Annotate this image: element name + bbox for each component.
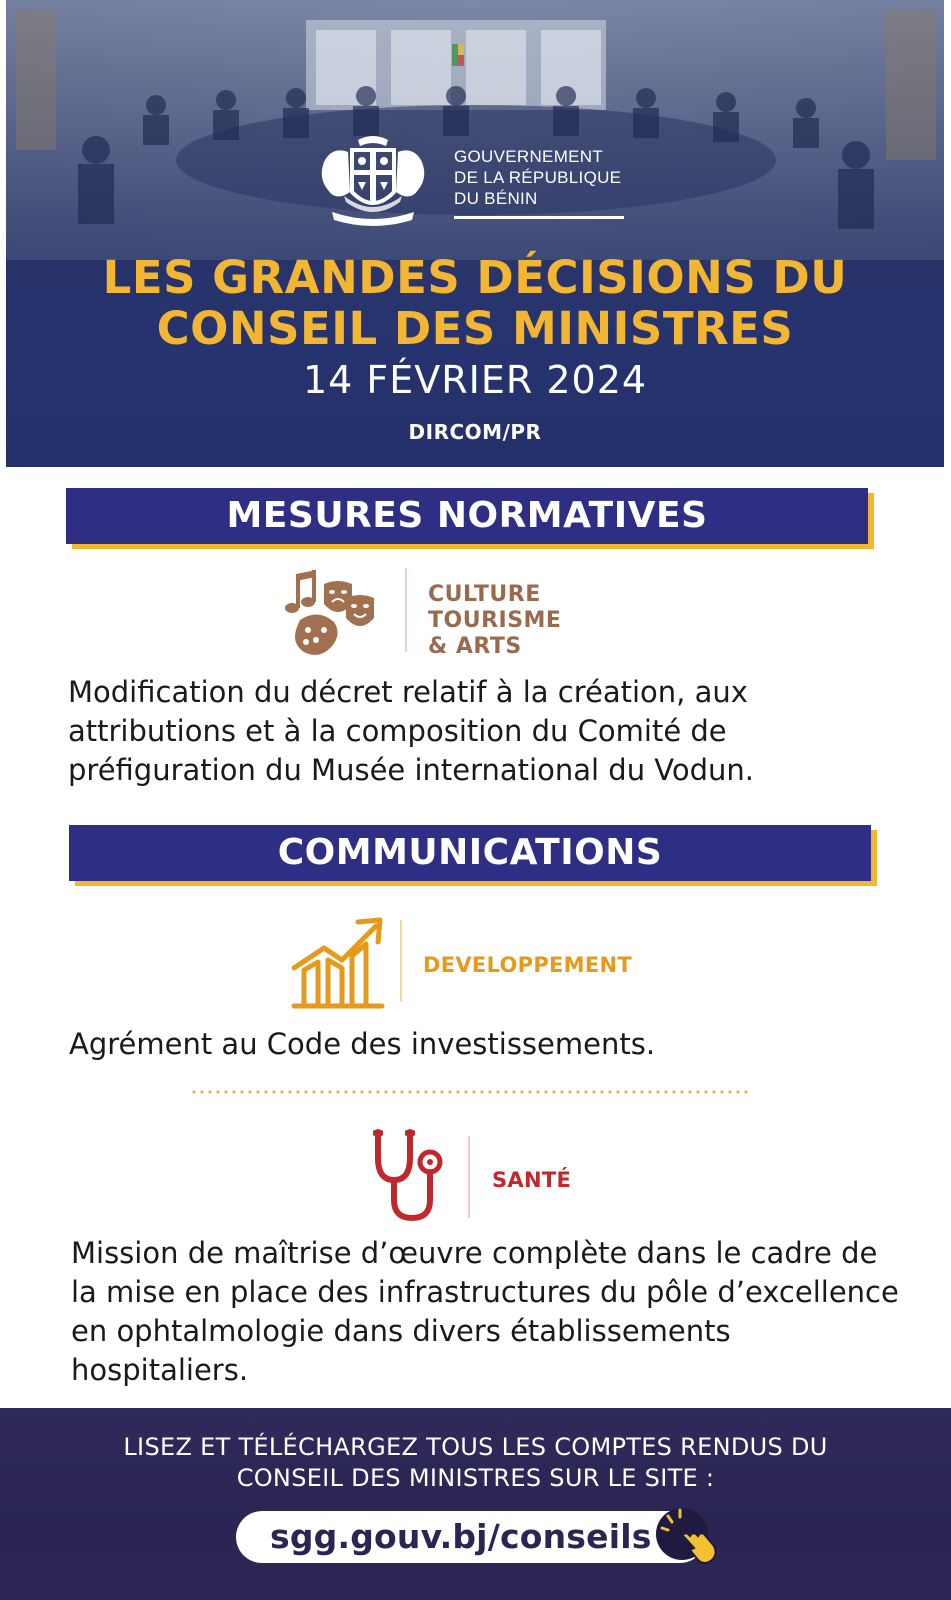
category-label: DEVELOPPEMENT <box>423 953 633 977</box>
gov-line-2: DE LA RÉPUBLIQUE <box>454 168 622 187</box>
footer-line-2: CONSEIL DES MINISTRES SUR LE SITE : <box>236 1464 715 1492</box>
section-heading-mesures-normatives: MESURES NORMATIVES <box>66 488 868 544</box>
decision-text-developpement: Agrément au Code des investissements. <box>69 1027 656 1061</box>
section-heading-communications: COMMUNICATIONS <box>69 825 871 881</box>
pointing-hand-click-icon <box>654 1506 720 1568</box>
category-label <box>428 582 561 660</box>
header-banner <box>6 0 944 467</box>
title-line-2: CONSEIL DES MINISTRES <box>156 302 794 355</box>
government-identity <box>6 132 944 232</box>
divider <box>468 1136 470 1218</box>
decision-text-sante: Mission de maîtrise d’œuvre complète dans le cadre de la mise en place des infrastructures du pôle d’excellence en ophtalmologie dans divers établissements hospitaliers. <box>71 1236 899 1387</box>
divider <box>405 568 407 652</box>
category-label: SANTÉ <box>492 1168 572 1192</box>
theater-masks-music-palette-icon <box>282 568 378 658</box>
footer-cta-text <box>0 1432 951 1494</box>
benin-coat-of-arms-icon <box>314 132 432 232</box>
footer-line-1: LISEZ ET TÉLÉCHARGEZ TOUS LES COMPTES RENDUS DU <box>123 1433 828 1461</box>
dotted-separator <box>190 1090 750 1094</box>
divider <box>454 216 624 219</box>
divider <box>400 920 402 1002</box>
meeting-date: 14 FÉVRIER 2024 <box>302 358 648 402</box>
stethoscope-icon <box>370 1128 452 1224</box>
growth-chart-arrow-icon <box>290 910 390 1010</box>
title-line-1: LES GRANDES DÉCISIONS DU <box>102 251 848 304</box>
decision-text-culture: Modification du décret relatif à la création, aux attributions et à la composition du Comité de préfiguration du Musée international du Vodun. <box>68 675 755 787</box>
government-name <box>454 146 629 209</box>
category-label-line-2: TOURISME & ARTS <box>428 608 562 659</box>
gov-line-1: GOUVERNEMENT <box>454 147 604 166</box>
page-title <box>6 252 944 354</box>
gov-line-3: DU BÉNIN <box>454 189 538 208</box>
website-link[interactable]: sgg.gouv.bj/conseils <box>236 1511 706 1563</box>
footer-cta <box>0 1408 951 1600</box>
credit-label: DIRCOM/PR <box>408 420 542 444</box>
category-label-line-1: CULTURE <box>428 582 541 607</box>
